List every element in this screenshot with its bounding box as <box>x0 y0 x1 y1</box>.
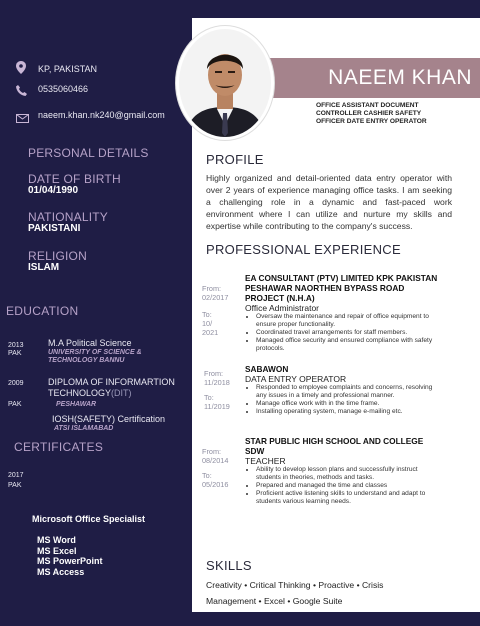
candidate-name: NAEEM KHAN <box>328 66 472 89</box>
location-pin-icon <box>16 61 26 74</box>
skills-line-1: Creativity • Critical Thinking • Proactive • Crisis <box>206 580 384 590</box>
job-1-role: Office Administrator <box>245 303 320 313</box>
job-3-org: STAR PUBLIC HIGH SCHOOL AND COLLEGE SDW <box>245 436 424 456</box>
job-2 <box>245 364 435 416</box>
nationality-value: PAKISTANI <box>28 223 81 234</box>
to-label: To: <box>202 471 212 480</box>
profile-heading: PROFILE <box>206 152 264 167</box>
edu-2-degree-main: DIPLOMA OF INFORMARTION TECHNOLOGY <box>48 377 175 398</box>
job-1-org: EA CONSULTANT (PTV) LIMITED KPK PAKISTAN PESHAWAR NAORTHEN BYPASS ROAD PROJECT (N.H.A) <box>245 273 438 303</box>
job-2-role: DATA ENTRY OPERATOR <box>245 374 347 384</box>
duty-item: • Installing operating system, manage e-mailing etc. <box>256 408 435 416</box>
duty-item: • Oversaw the maintenance and repair of office equipment to ensure proper functionality. <box>256 313 440 329</box>
edu-2-year: 2009 <box>8 380 24 387</box>
to-label: To: <box>202 310 212 319</box>
job-3 <box>245 436 435 506</box>
iosh-certification: IOSH(SAFETY) Certification <box>52 414 166 424</box>
job-3-role: TEACHER <box>245 456 286 466</box>
edu-1-year: 2013 <box>8 342 24 349</box>
dob-value: 01/04/1990 <box>28 185 79 196</box>
experience-heading: PROFESSIONAL EXPERIENCE <box>206 242 401 257</box>
skills-heading: SKILLS <box>206 558 252 573</box>
email-link[interactable]: naeem.khan.nk240@gmail.com <box>38 110 165 120</box>
edu-2-degree-suffix: (DIT) <box>111 388 132 398</box>
to-date: 11/2019 <box>204 402 230 411</box>
top-band <box>192 0 480 18</box>
location-row <box>16 61 26 79</box>
job-2-duties <box>245 384 435 416</box>
edu-2-school: PESHAWAR <box>56 401 97 408</box>
to-label: To: <box>204 393 214 402</box>
from-date: 02/2017 <box>202 293 229 302</box>
religion-value: ISLAM <box>28 262 60 273</box>
cert-country: PAK <box>8 482 22 489</box>
dob-label: DATE OF BIRTH <box>28 172 121 186</box>
avatar-illustration <box>179 29 271 137</box>
envelope-icon <box>16 114 29 123</box>
from-label: From: <box>202 284 222 293</box>
edu-1-country: PAK <box>8 350 22 357</box>
personal-details-heading: PERSONAL DETAILS <box>28 146 149 160</box>
job-2-org: SABAWON <box>245 364 289 374</box>
edu-2-country: PAK <box>8 401 22 408</box>
duty-item: • Responded to employee complaints and concerns, resolving any issues in a timely and professional manner. <box>256 384 435 400</box>
phone-icon <box>16 85 27 96</box>
to-date: 05/2016 <box>202 480 229 489</box>
cert-year: 2017 <box>8 472 24 479</box>
duty-item: • Proficient active listening skills to understand and adapt to students various learning needs. <box>256 490 435 506</box>
education-heading: EDUCATION <box>6 304 79 318</box>
skills-line-2: Management • Excel • Google Suite <box>206 596 343 606</box>
to-date: 10/ 2021 <box>202 319 219 337</box>
cert-item: MS Word <box>37 535 76 545</box>
duty-item: • Ability to develop lesson plans and successfully instruct students in theories, methods and tasks. <box>256 466 435 482</box>
location-text: KP, PAKISTAN <box>38 64 98 74</box>
from-label: From: <box>204 369 224 378</box>
duty-item: • Managed office security and ensured compliance with safety protocols. <box>256 337 440 353</box>
religion-label: RELIGION <box>28 249 87 263</box>
bottom-band <box>192 612 480 626</box>
job-titles: OFFICE ASSISTANT DOCUMENT CONTROLLER CASHIER SAFETY OFFICER DATE ENTRY OPERATOR <box>316 102 427 125</box>
cert-item: MS Access <box>37 566 85 577</box>
cert-item: MS Excel <box>37 545 77 556</box>
from-label: From: <box>202 447 222 456</box>
job-3-duties <box>245 466 435 506</box>
email-row <box>16 110 29 128</box>
duty-item: • Coordinated travel arrangements for staff members. <box>256 329 440 337</box>
job-3-dates <box>202 447 228 489</box>
cert-list <box>37 535 103 577</box>
duty-item: • Prepared and managed the time and classes <box>256 482 435 490</box>
nationality-label: NATIONALITY <box>28 210 108 224</box>
job-1 <box>245 273 440 353</box>
phone-text: 0535060466 <box>38 84 89 94</box>
phone-row <box>16 83 27 101</box>
profile-text: Highly organized and detail-oriented data entry operator with over 2 years of experience managing office tasks. I am seeking a challenging role in a dynamic and fast-paced work environment where I can utilize and nurture my skills and expertise while contributing to the company's success. <box>206 173 452 231</box>
certificates-heading: CERTIFICATES <box>14 440 104 454</box>
job-1-dates <box>202 284 228 337</box>
profile-photo <box>176 26 274 140</box>
job-1-duties <box>245 313 440 353</box>
edu-1-school: UNIVERSITY OF SCIENCE & TECHNOLOGY BANNU <box>48 349 142 364</box>
from-date: 11/2018 <box>204 378 230 387</box>
job-2-dates <box>204 369 230 411</box>
from-date: 08/2014 <box>202 456 229 465</box>
duty-item: • Manage office work with in the time frame. <box>256 400 435 408</box>
iosh-school: ATSI ISLAMABAD <box>54 425 114 432</box>
cert-item: MS PowerPoint <box>37 556 103 566</box>
edu-2-degree <box>48 377 188 399</box>
edu-1-degree: M.A Political Science <box>48 338 132 348</box>
cert-title: Microsoft Office Specialist <box>32 514 146 524</box>
